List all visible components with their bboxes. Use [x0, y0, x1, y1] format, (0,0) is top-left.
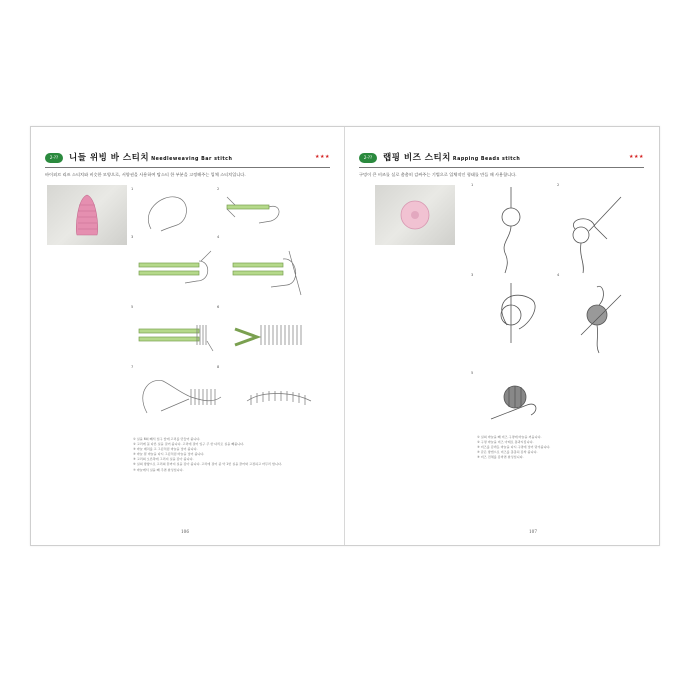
step-label: 3 — [131, 235, 134, 239]
left-title-en: Needleweaving Bar stitch — [151, 157, 233, 162]
open-book — [30, 126, 660, 546]
left-difficulty-stars: ★★★ — [315, 154, 330, 160]
left-diagrams — [131, 191, 331, 421]
step-label: 4 — [217, 235, 220, 239]
step-label: 6 — [217, 305, 220, 309]
right-page-number: 107 — [529, 529, 537, 534]
right-sample-photo — [375, 185, 455, 245]
right-title-en: Rapping Beads stitch — [452, 157, 521, 162]
left-description: 바이외르 리즈 스티치와 비슷한 모양으로, 서양권을 사용하여 탑스티 한 부분을 고정해주는 입체 스티치입니다. — [45, 172, 246, 177]
right-difficulty-stars: ★★★ — [629, 154, 644, 160]
right-header-rule — [359, 167, 644, 168]
step-label: 5 — [471, 371, 474, 375]
step-label: 7 — [131, 365, 134, 369]
note-line: ④ 바늘 뿐 바늘을 다시 그림처럼 바늘을 넣어 줍니다. — [133, 452, 205, 457]
note-line: ② 구멍 바늘을 비즈 아래로 통과시킵니다. — [477, 440, 534, 445]
pink-stitch-sample-icon — [47, 185, 127, 245]
left-title-kr: 니들 위빙 바 스티치 — [69, 153, 150, 163]
left-page-number: 106 — [181, 529, 189, 534]
step-label: 8 — [217, 365, 220, 369]
note-line: ① 실을 6회 빼서 입구 앞에 고리를 만들어 줍니다. — [133, 437, 201, 441]
right-diagrams — [471, 187, 641, 427]
note-line: ⑤ 비즈 전체를 감싸면 완성입니다. — [477, 455, 524, 460]
right-notes — [477, 435, 647, 460]
left-header — [45, 151, 330, 167]
note-line: ⑦ 바늘에서 실을 빼 주면 완성입니다. — [133, 467, 184, 472]
left-notes — [133, 437, 333, 473]
note-line: ⑤ 고리의 오른쪽에 그리지 실을 감아 줍니다. — [133, 457, 194, 462]
step-label: 5 — [131, 305, 134, 309]
right-page — [345, 127, 658, 545]
note-line: ① 실의 바늘을 빼 비즈 구멍에 바늘을 끼웁니다. — [477, 435, 542, 439]
right-header — [359, 151, 644, 167]
left-title — [69, 151, 232, 163]
right-description: 구멍이 큰 비즈를 실로 촘촘히 감싸주는 기법으로 입체적인 형태를 만들 때 사용합니다. — [359, 172, 517, 177]
note-line: ⑥ 실의 방향으로 고리의 끝까지 실을 감아 줍니다. 고리에 걸어 중 약 1번 실을 끌어와 고정하고 마무리 합니다. — [133, 462, 282, 467]
left-sample-photo — [47, 185, 127, 245]
step-label: 4 — [557, 273, 560, 277]
step-label: 2 — [217, 187, 220, 191]
left-page — [31, 127, 344, 545]
left-section-badge: 2-?? — [45, 153, 63, 163]
right-section-badge: 2-?? — [359, 153, 377, 163]
pink-bead-sample-icon — [375, 185, 455, 245]
step-label: 3 — [471, 273, 474, 277]
note-line: ② 고리에 꽂 다른 실을 걸어 줍니다. 고리에 걸어 입구 주 한 다리로 실을 빼줍니다. — [133, 442, 245, 447]
step-label: 2 — [557, 183, 560, 187]
right-title — [383, 151, 520, 163]
right-title-kr: 랩핑 비즈 스티치 — [383, 153, 451, 163]
note-line: ③ 바늘 배치를 고 그림처럼 바늘을 넣어 줍니다. — [133, 447, 198, 452]
left-header-rule — [45, 167, 330, 168]
note-line: ③ 비즈를 감싸듯 바늘을 다시 구멍에 넣어 당겨줍니다. — [477, 445, 551, 450]
step-label: 1 — [131, 187, 134, 191]
step-label: 1 — [471, 183, 474, 187]
note-line: ④ 같은 방법으로 비즈를 촘촘히 감싸 줍니다. — [477, 450, 538, 455]
